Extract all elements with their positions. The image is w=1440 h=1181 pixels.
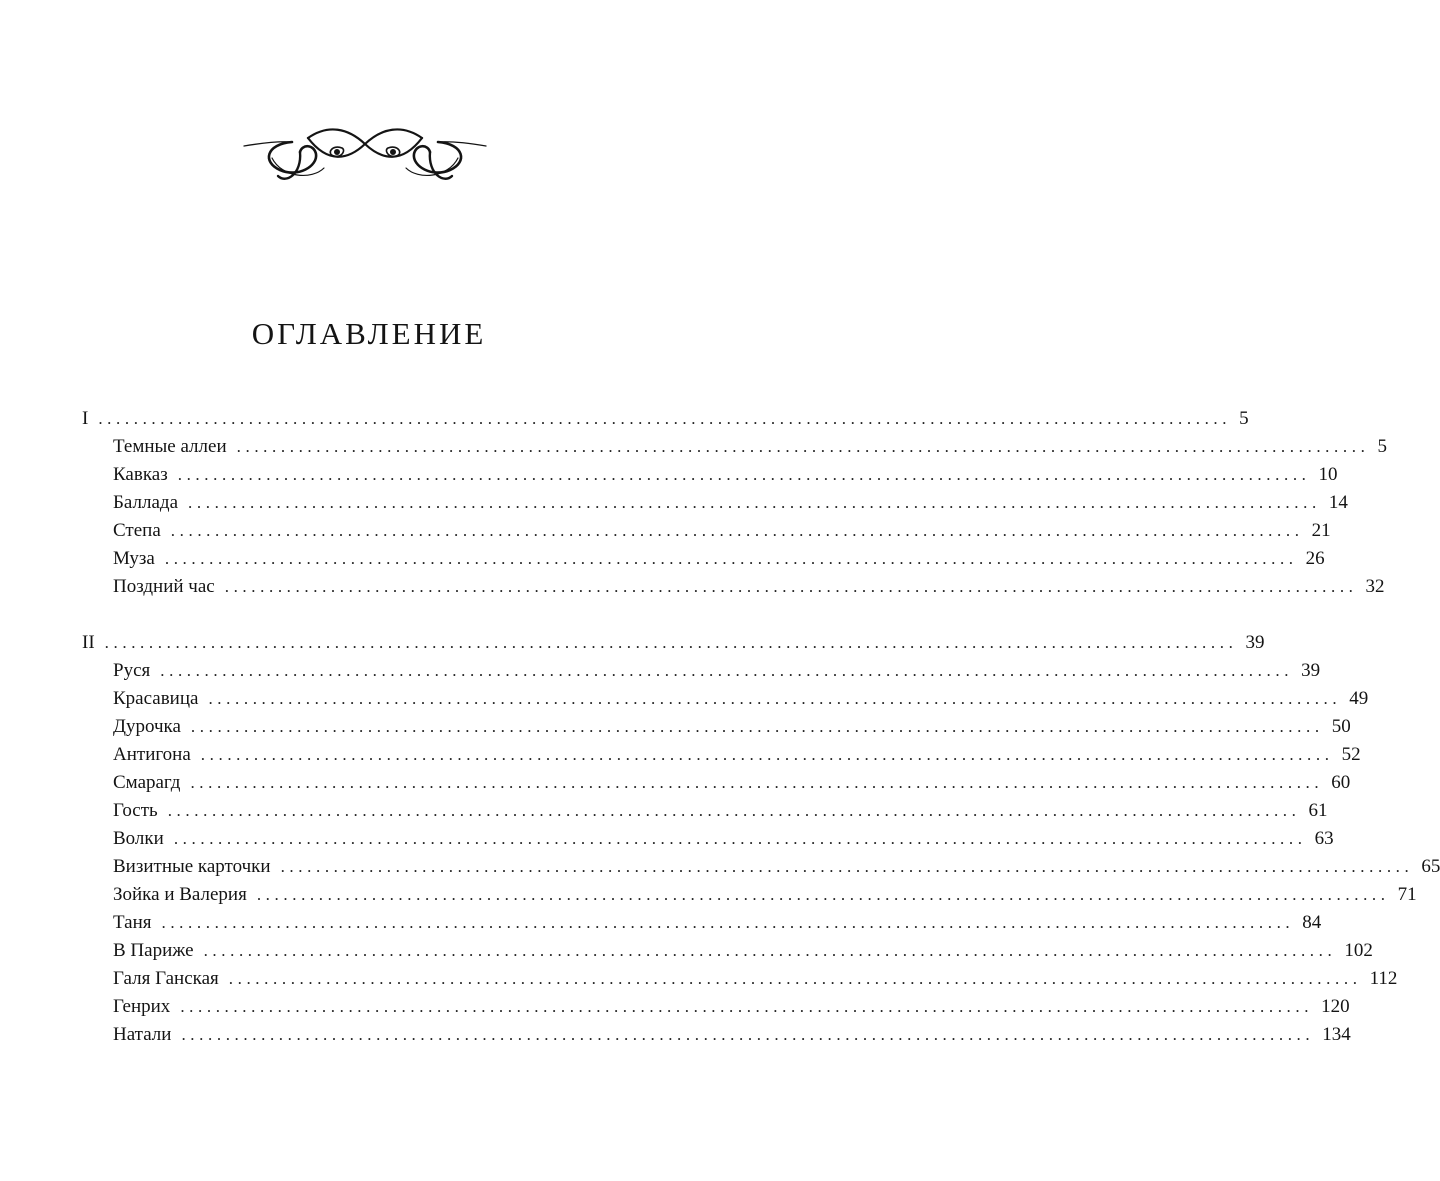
toc-entry-label: В Париже	[113, 940, 194, 961]
toc-entry-label: Гость	[113, 800, 158, 821]
toc-page-number: 10	[1318, 464, 1338, 485]
toc-page-number: 5	[1377, 436, 1387, 457]
dot-leader: ................................................................................................................................	[208, 689, 1342, 708]
table-of-contents	[82, 405, 1440, 1049]
dot-leader: ................................................................................................................................	[203, 941, 1337, 960]
toc-entry-label: Темные аллеи	[113, 436, 227, 457]
toc-entry[interactable]	[82, 489, 1348, 517]
dot-leader: ................................................................................................................................	[160, 661, 1294, 680]
dot-leader: ................................................................................................................................	[177, 465, 1311, 484]
toc-entry[interactable]	[82, 1021, 1351, 1049]
toc-entry-label: Зойка и Валерия	[113, 884, 247, 905]
dot-leader: ................................................................................................................................	[180, 997, 1314, 1016]
toc-page-number: 63	[1314, 828, 1334, 849]
toc-page-number: 61	[1308, 800, 1328, 821]
toc-entry-label: Руся	[113, 660, 151, 681]
toc-entry[interactable]	[82, 573, 1385, 601]
dot-leader: ................................................................................................................................	[98, 409, 1232, 428]
dot-leader: ................................................................................................................................	[200, 745, 1334, 764]
dot-leader: ................................................................................................................................	[190, 717, 1324, 736]
toc-entry-label: Таня	[113, 912, 152, 933]
dot-leader: ................................................................................................................................	[173, 829, 1307, 848]
dot-leader: ................................................................................................................................	[256, 885, 1390, 904]
toc-page-number: 39	[1245, 632, 1265, 653]
dot-leader: ................................................................................................................................	[181, 1025, 1315, 1044]
toc-entry[interactable]	[82, 881, 1417, 909]
toc-entry-label: Поздний час	[113, 576, 215, 597]
toc-entry[interactable]	[82, 713, 1351, 741]
toc-page-number: 65	[1421, 856, 1440, 877]
toc-page-number: 102	[1344, 940, 1373, 961]
toc-entry-label: Красавица	[113, 688, 199, 709]
toc-entry-label: Смарагд	[113, 772, 181, 793]
toc-entry[interactable]	[82, 685, 1369, 713]
toc-part-row[interactable]	[82, 629, 1265, 657]
toc-page-number: 60	[1331, 772, 1351, 793]
toc-entry-label: Антигона	[113, 744, 191, 765]
toc-entry-label: Кавказ	[113, 464, 168, 485]
toc-entry-label: Генрих	[113, 996, 171, 1017]
toc-entry-label: Дурочка	[113, 716, 181, 737]
toc-page-number: 21	[1311, 520, 1331, 541]
toc-entry[interactable]	[82, 909, 1322, 937]
dot-leader: ................................................................................................................................	[161, 913, 1295, 932]
toc-page-number: 84	[1302, 912, 1322, 933]
dot-leader: ................................................................................................................................	[228, 969, 1362, 988]
dot-leader: ................................................................................................................................	[170, 521, 1304, 540]
toc-page-number: 120	[1321, 996, 1350, 1017]
toc-entry-label: Баллада	[113, 492, 179, 513]
toc-entry-label: Степа	[113, 520, 161, 541]
toc-entry[interactable]	[82, 797, 1328, 825]
toc-entry[interactable]	[82, 517, 1331, 545]
toc-page-number: 71	[1397, 884, 1417, 905]
toc-entry[interactable]	[82, 993, 1350, 1021]
toc-page-number: 50	[1331, 716, 1351, 737]
toc-entry[interactable]	[82, 769, 1351, 797]
dot-leader: ................................................................................................................................	[164, 549, 1298, 568]
toc-part-label: II	[82, 632, 95, 653]
toc-entry-label: Визитные карточки	[113, 856, 271, 877]
toc-page-number: 49	[1349, 688, 1369, 709]
toc-page-number: 26	[1305, 548, 1325, 569]
dot-leader: ................................................................................................................................	[190, 773, 1324, 792]
dot-leader: ................................................................................................................................	[104, 633, 1238, 652]
toc-entry[interactable]	[82, 825, 1334, 853]
toc-entry[interactable]	[82, 965, 1398, 993]
toc-entry-label: Натали	[113, 1024, 172, 1045]
toc-entry[interactable]	[82, 433, 1387, 461]
toc-entry[interactable]	[82, 937, 1373, 965]
toc-entry-label: Муза	[113, 548, 155, 569]
toc-page-number: 52	[1341, 744, 1361, 765]
toc-entry-label: Волки	[113, 828, 164, 849]
toc-entry[interactable]	[82, 545, 1325, 573]
flourish-ornament-icon	[242, 122, 488, 184]
page-title: ОГЛАВЛЕНИЕ	[251, 316, 487, 351]
toc-page-number: 112	[1369, 968, 1398, 989]
toc-entry[interactable]	[82, 741, 1361, 769]
dot-leader: ................................................................................................................................	[224, 577, 1358, 596]
dot-leader: ................................................................................................................................	[188, 493, 1321, 512]
toc-page-number: 14	[1328, 492, 1348, 513]
toc-part-row[interactable]	[82, 405, 1249, 433]
toc-entry[interactable]	[82, 657, 1321, 685]
dot-leader: ................................................................................................................................	[280, 857, 1414, 876]
dot-leader: ................................................................................................................................	[236, 437, 1370, 456]
toc-entry[interactable]	[82, 461, 1338, 489]
toc-part-label: I	[82, 408, 89, 429]
dot-leader: ................................................................................................................................	[167, 801, 1301, 820]
toc-entry[interactable]	[82, 853, 1440, 881]
toc-page-number: 134	[1322, 1024, 1351, 1045]
toc-page-number: 5	[1239, 408, 1249, 429]
toc-entry-label: Галя Ганская	[113, 968, 219, 989]
toc-page-number: 32	[1365, 576, 1385, 597]
toc-page-number: 39	[1301, 660, 1321, 681]
